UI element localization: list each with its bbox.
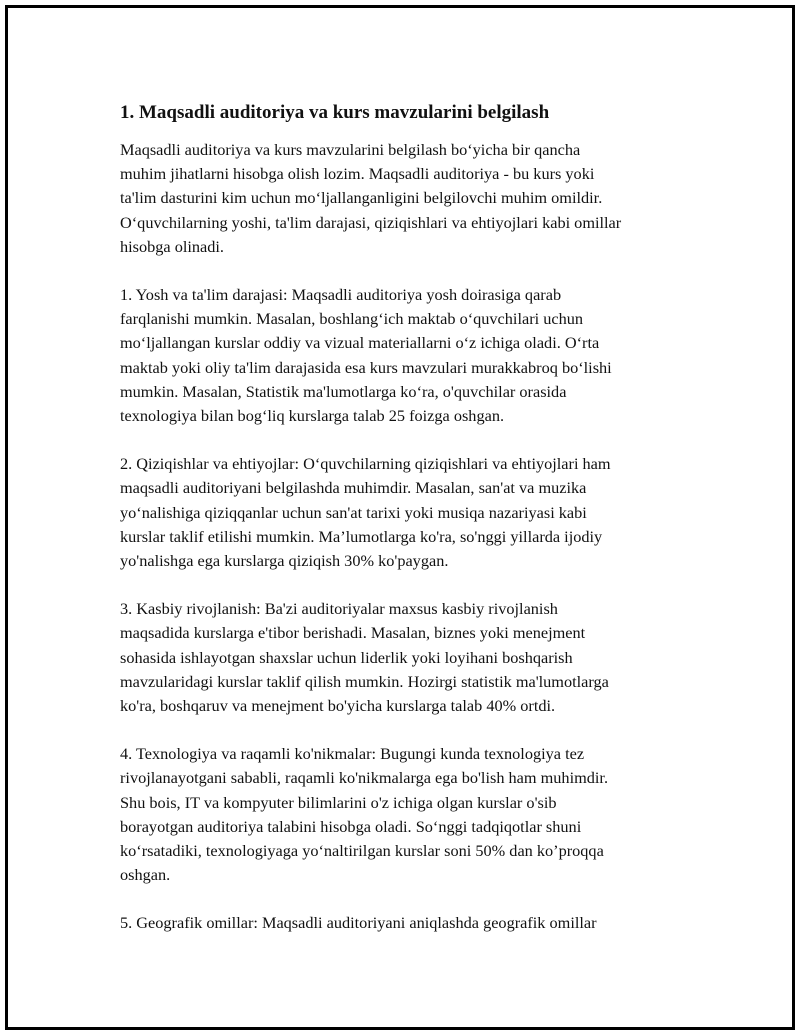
paragraph-professional-development: 3. Kasbiy rivojlanish: Ba'zi auditoriyalar maxsus kasbiy rivojlanish maqsadida kurslarga e'tibor berishadi. Masalan, biznes yoki menejment sohasida ishlayotgan shaxslar uchun liderlik yoki loyihani boshqarish mavzularidagi kurslar taklif qilish mumkin. Hozirgi statistik ma'lumotlarga ko'ra, boshqaruv va menejment bo'yicha kurslarga talab 40% ortdi. bbox=[120, 599, 609, 716]
page-frame bbox=[5, 5, 795, 1030]
document-body bbox=[120, 100, 710, 960]
paragraph-geographic-factors: 5. Geografik omillar: Maqsadli auditoriyani aniqlashda geografik omillar bbox=[120, 913, 597, 933]
section-heading: 1. Maqsadli auditoriya va kurs mavzularini belgilash bbox=[120, 102, 550, 123]
intro-paragraph: Maqsadli auditoriya va kurs mavzularini belgilash bo‘yicha bir qancha muhim jihatlarni hisobga olish lozim. Maqsadli auditoriya - bu kurs yoki ta'lim dasturini kim uchun mo‘ljallanganligini belgilovchi muhim omildir. O‘quvchilarning yoshi, ta'lim darajasi, qiziqishlari va ehtiyojlari kabi omillar hisobga olinadi. bbox=[120, 140, 622, 256]
paragraph-technology-digital-skills: 4. Texnologiya va raqamli ko'nikmalar: Bugungi kunda texnologiya tez rivojlanayotgani sababli, raqamli ko'nikmalarga ega bo'lish ham muhimdir. Shu bois, IT va kompyuter bilimlarini o'z ichiga olgan kurslar o'sib borayotgan auditoriya talabini hisobga oladi. So‘nggi tadqiqotlar shuni ko‘rsatadiki, texnologiyaga yo‘naltirilgan kurslar soni 50% dan ko’proqqa oshgan. bbox=[120, 744, 609, 885]
paragraph-interests-needs: 2. Qiziqishlar va ehtiyojlar: O‘quvchilarning qiziqishlari va ehtiyojlari ham maqsadli auditoriyani belgilashda muhimdir. Masalan, san'at va muzika yo‘nalishiga qiziqqanlar uchun san'at tarixi yoki musiqa nazariyasi kabi kurslar taklif etilishi mumkin. Ma’lumotlarga ko'ra, so'nggi yillarda ijodiy yo'nalishga ega kurslarga qiziqish 30% ko'paygan. bbox=[120, 454, 611, 571]
paragraph-age-education: 1. Yosh va ta'lim darajasi: Maqsadli auditoriya yosh doirasiga qarab farqlanishi mumkin. Masalan, boshlang‘ich maktab o‘quvchilari uchun mo‘ljallangan kurslar oddiy va vizual materiallarni o‘z ichiga oladi. O‘rta maktab yoki oliy ta'lim darajasida esa kurs mavzulari murakkabroq bo‘lishi mumkin. Masalan, Statistik ma'lumotlarga ko‘ra, o'quvchilar orasida texnologiya bilan bog‘liq kurslarga talab 25 foizga oshgan. bbox=[120, 285, 612, 426]
